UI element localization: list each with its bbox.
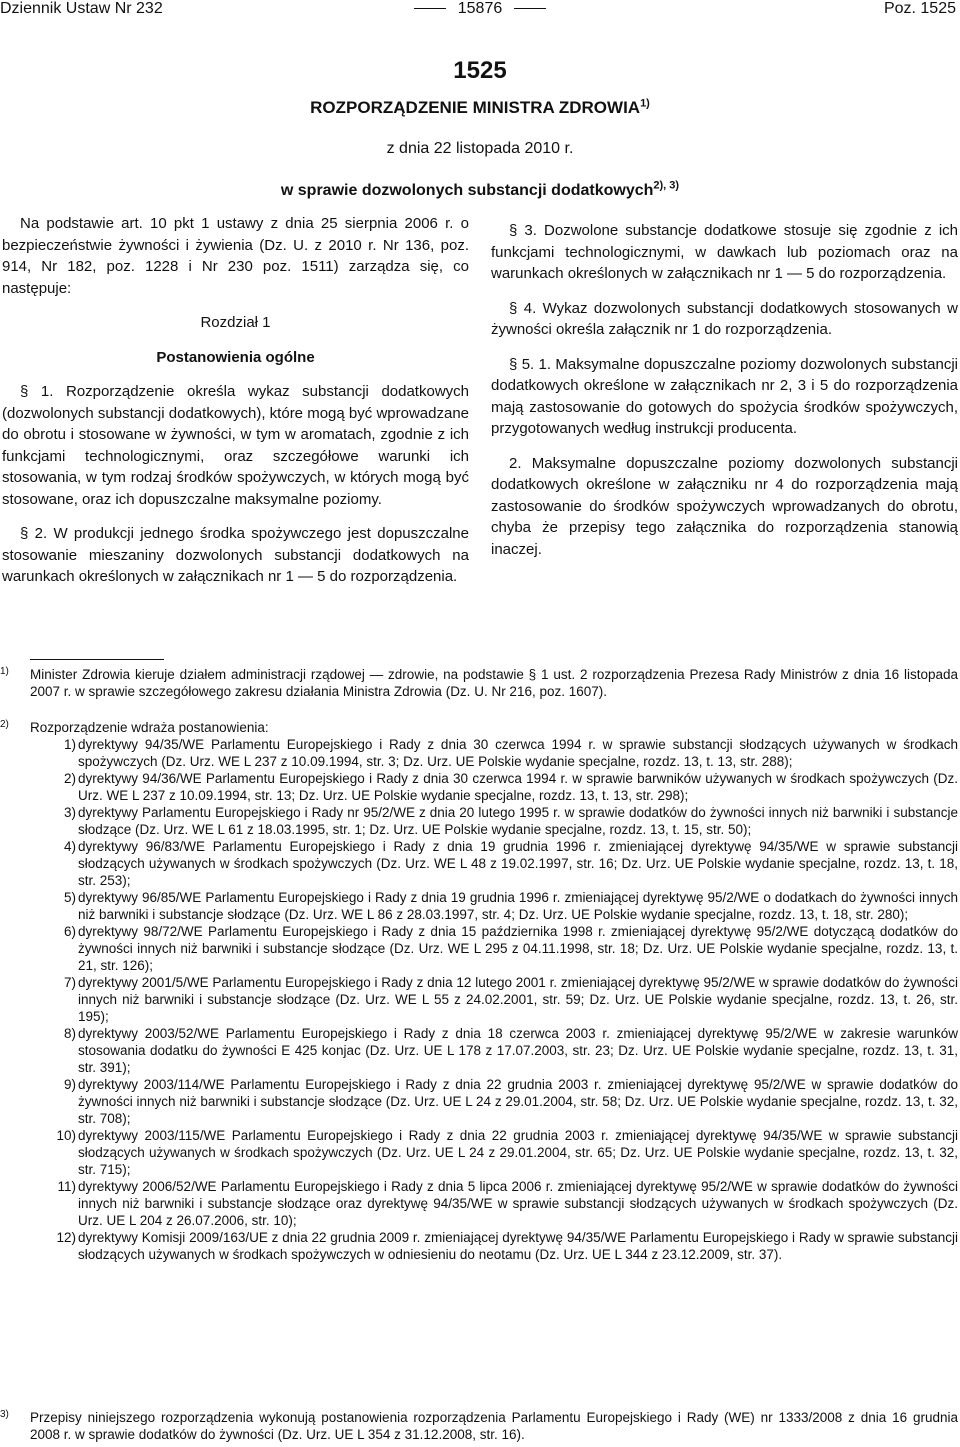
- page-number: 15876: [457, 0, 503, 17]
- title-footnote-ref: 1): [640, 97, 650, 110]
- journal-name: Dziennik Ustaw Nr 232: [0, 0, 163, 17]
- directive-list-item: [0, 804, 958, 838]
- paragraph-1: § 1. Rozporządzenie określa wykaz substancji dodatkowych (dozwolonych substancji dodatkowych), które mogą być wprowadzane do obrotu i stosowane w żywności, w tym w aromatach, zgodnie z ich funkcjami technologicznymi, oraz szczegółowe warunki ich stosowania, w tym rodzaj środków spożywczych, w których mogą być stosowane, oraz ich dopuszczalne maksymalne poziomy.: [2, 383, 469, 508]
- page-number-block: [0, 0, 960, 18]
- paragraph-2: § 2. W produkcji jednego środka spożywczego jest dopuszczalne stosowanie mieszaniny dozwolonych substancji dodatkowych na warunkach określonych w załącznikach nr 1 — 5 do rozporządzenia.: [2, 525, 469, 585]
- position-number: Poz. 1525: [883, 0, 956, 17]
- directive-item-number: 5): [63, 890, 76, 905]
- document-title: [0, 98, 960, 118]
- directive-list-item: [0, 889, 958, 923]
- directive-item-text: dyrektywy 2006/52/WE Parlamentu Europejskiego i Rady z dnia 5 lipca 2006 r. zmieniającej dyrektywę 95/2/WE w sprawie dodatków do żywności innych niż barwniki i substancje słodzące oraz dyrektywę 94/35/WE w sprawie substancji słodzących używanych w środkach spożywczych (Dz. Urz. UE L 204 z 26.07.2006, str. 10);: [78, 1179, 958, 1228]
- directive-list-item: [0, 923, 958, 974]
- directive-list-item: [0, 770, 958, 804]
- paragraph-3: § 3. Dozwolone substancje dodatkowe stosuje się zgodnie z ich funkcjami technologicznymi, w dawkach lub poziomach oraz na warunkach określonych w załącznikach nr 1 — 5 do rozporządzenia.: [491, 222, 958, 282]
- directive-item-number: 12): [56, 1230, 76, 1245]
- paragraph-4: § 4. Wykaz dozwolonych substancji dodatkowych stosowanych w żywności określa załącznik nr 1 do rozporządzenia.: [491, 299, 958, 338]
- right-column: [491, 220, 958, 560]
- title-text: ROZPORZĄDZENIE MINISTRA ZDROWIA: [310, 98, 641, 117]
- directive-item-number: 10): [56, 1128, 76, 1143]
- chapter-number: Rozdział 1: [200, 314, 271, 331]
- dash-left: [414, 8, 446, 9]
- directive-list-item: [0, 736, 958, 770]
- directive-item-number: 2): [63, 771, 76, 786]
- directive-item-text: dyrektywy 2003/52/WE Parlamentu Europejskiego i Rady z dnia 18 czerwca 2003 r. zmieniającej dyrektywę 95/2/WE w zakresie warunków stosowania dodatku do żywności E 425 konjac (Dz. Urz. UE L 178 z 17.07.2003, str. 23; Dz. Urz. UE Polskie wydanie specjalne, rozdz. 13, t. 31, str. 391);: [78, 1026, 958, 1075]
- directive-item-number: 6): [63, 924, 76, 939]
- footnote-3-mark: 3): [0, 1409, 9, 1420]
- preamble: Na podstawie art. 10 pkt 1 ustawy z dnia 25 sierpnia 2006 r. o bezpieczeństwie żywności i żywienia (Dz. U. z 2010 r. Nr 136, poz. 914, Nr 182, poz. 1228 i Nr 230 poz. 1511) zarządza się, co następuje:: [2, 215, 469, 297]
- footnote-separator: [30, 659, 164, 660]
- subject-text: w sprawie dozwolonych substancji dodatkowych: [280, 182, 654, 199]
- directive-list-item: [0, 1076, 958, 1127]
- directive-item-number: 1): [63, 737, 76, 752]
- directive-item-text: dyrektywy 2003/114/WE Parlamentu Europejskiego i Rady z dnia 22 grudnia 2003 r. zmieniającej dyrektywę 95/2/WE w sprawie dodatków do żywności innych niż barwniki i substancje słodzące (Dz. Urz. UE L 24 z 29.01.2004, str. 58; Dz. Urz. UE Polskie wydanie specjalne, rozdz. 13, t. 32, str. 708);: [78, 1077, 958, 1126]
- paragraph-5-2: 2. Maksymalne dopuszczalne poziomy dozwolonych substancji dodatkowych określone w załączniku nr 4 do rozporządzenia mają zastosowanie do środków spożywczych wprowadzanych do obrotu, chyba że przepisy tego załącznika do rozporządzenia stanowią inaczej.: [491, 454, 958, 558]
- footnote-1-text: Minister Zdrowia kieruje działem administracji rządowej — zdrowie, na podstawie § 1 ust. 2 rozporządzenia Prezesa Rady Ministrów z dnia 16 listopada 2007 r. w sprawie szczegółowego zakresu działania Ministra Zdrowia (Dz. U. Nr 216, poz. 1607).: [30, 667, 958, 699]
- subject-footnote-ref: 2), 3): [653, 179, 680, 192]
- directive-item-text: dyrektywy Parlamentu Europejskiego i Rady nr 95/2/WE z dnia 20 lutego 1995 r. w sprawie dodatków do żywności innych niż barwniki i substancje słodzące (Dz. Urz. WE L 61 z 18.03.1995, str. 1; Dz. Urz. UE Polskie wydanie specjalne, rozdz. 13, t. 15, str. 50);: [78, 805, 958, 837]
- footnote-3: [0, 1409, 958, 1443]
- footnote-2-list: [0, 736, 958, 1263]
- directive-item-number: 11): [57, 1179, 76, 1194]
- document-number: 1525: [453, 57, 507, 84]
- footnote-1: [0, 666, 958, 700]
- directive-item-text: dyrektywy 94/36/WE Parlamentu Europejskiego i Rady z dnia 30 czerwca 1994 r. w sprawie barwników używanych w środkach spożywczych (Dz. Urz. WE L 237 z 10.09.1994, str. 13; Dz. Urz. UE Polskie wydanie specjalne, rozdz. 13, t. 13, str. 298);: [78, 771, 958, 803]
- document-subject: [0, 179, 960, 200]
- directive-item-number: 7): [63, 975, 76, 990]
- footnote-3-text: Przepisy niniejszego rozporządzenia wykonują postanowienia rozporządzenia Parlamentu Europejskiego i Rady (WE) nr 1333/2008 z dnia 16 grudnia 2008 r. w sprawie dodatków do żywności (Dz. Urz. UE L 354 z 31.12.2008, str. 16).: [30, 1410, 958, 1442]
- chapter-title: Postanowienia ogólne: [156, 348, 315, 366]
- footnote-2-mark: 2): [0, 719, 9, 730]
- directive-list-item: [0, 974, 958, 1025]
- directive-item-number: 4): [63, 839, 76, 854]
- directive-item-text: dyrektywy Komisji 2009/163/UE z dnia 22 grudnia 2009 r. zmieniającej dyrektywę 94/35/WE Parlamentu Europejskiego i Rady w sprawie substancji słodzących używanych w środkach spożywczych w odniesieniu do neotamu (Dz. Urz. UE L 344 z 23.12.2009, str. 37).: [78, 1230, 958, 1262]
- directive-list-item: [0, 838, 958, 889]
- directive-list-item: [0, 1127, 958, 1178]
- document-date: z dnia 22 listopada 2010 r.: [386, 140, 574, 157]
- directive-item-text: dyrektywy 98/72/WE Parlamentu Europejskiego i Rady z dnia 15 października 1998 r. zmieniającej dyrektywę 95/2/WE dotyczącą dodatków do żywności innych niż barwniki i substancje słodzące (Dz. Urz. WE L 295 z 04.11.1998, str. 18; Dz. Urz. UE Polskie wydanie specjalne, rozdz. 13, t. 21, str. 126);: [78, 924, 958, 973]
- directive-item-number: 8): [63, 1026, 76, 1041]
- directive-item-text: dyrektywy 2003/115/WE Parlamentu Europejskiego i Rady z dnia 22 grudnia 2003 r. zmieniającej dyrektywę 94/35/WE w sprawie substancji słodzących używanych w środkach spożywczych (Dz. Urz. UE L 24 z 29.01.2004, str. 65; Dz. Urz. UE Polskie wydanie specjalne, rozdz. 13, t. 32, str. 715);: [78, 1128, 958, 1177]
- dash-right: [514, 8, 546, 9]
- directive-item-text: dyrektywy 2001/5/WE Parlamentu Europejskiego i Rady z dnia 12 lutego 2001 r. zmieniającej dyrektywę 95/2/WE w sprawie dodatków do żywności innych niż barwniki i substancje słodzące (Dz. Urz. WE L 55 z 24.02.2001, str. 59; Dz. Urz. UE Polskie wydanie specjalne, rozdz. 13, t. 26, str. 195);: [78, 975, 958, 1024]
- paragraph-5-1: § 5. 1. Maksymalne dopuszczalne poziomy dozwolonych substancji dodatkowych określone w załącznikach nr 2, 3 i 5 do rozporządzenia mają zastosowanie do gotowych do spożycia środków spożywczych, przygotowanych według instrukcji producenta.: [491, 355, 958, 437]
- directive-item-number: 9): [63, 1077, 76, 1092]
- page-header: [0, 0, 960, 20]
- directive-list-item: [0, 1025, 958, 1076]
- directive-list-item: [0, 1229, 958, 1263]
- footnote-1-mark: 1): [0, 666, 9, 677]
- directive-item-text: dyrektywy 94/35/WE Parlamentu Europejskiego i Rady z dnia 30 czerwca 1994 r. w sprawie substancji słodzących używanych w środkach spożywczych (Dz. Urz. WE L 237 z 10.09.1994, str. 3; Dz. Urz. UE Polskie wydanie specjalne, rozdz. 13, t. 13, str. 288);: [78, 737, 958, 769]
- left-column: [2, 213, 469, 588]
- footnote-2: [0, 719, 958, 1263]
- directive-item-text: dyrektywy 96/83/WE Parlamentu Europejskiego i Rady z dnia 19 grudnia 1996 r. zmieniającej dyrektywę 94/35/WE w sprawie substancji słodzących używanych w środkach spożywczych (Dz. Urz. WE L 48 z 19.02.1997, str. 16; Dz. Urz. UE Polskie wydanie specjalne, rozdz. 13, t. 18, str. 253);: [78, 839, 958, 888]
- footnote-2-text: Rozporządzenie wdraża postanowienia:: [30, 720, 269, 735]
- directive-list-item: [0, 1178, 958, 1229]
- directive-item-number: 3): [63, 805, 76, 820]
- directive-item-text: dyrektywy 96/85/WE Parlamentu Europejskiego i Rady z dnia 19 grudnia 1996 r. zmieniającej dyrektywę 95/2/WE o dodatkach do żywności innych niż barwniki i substancje słodzące (Dz. Urz. WE L 86 z 28.03.1997, str. 4; Dz. Urz. UE Polskie wydanie specjalne, rozdz. 13, t. 18, str. 280);: [78, 890, 958, 922]
